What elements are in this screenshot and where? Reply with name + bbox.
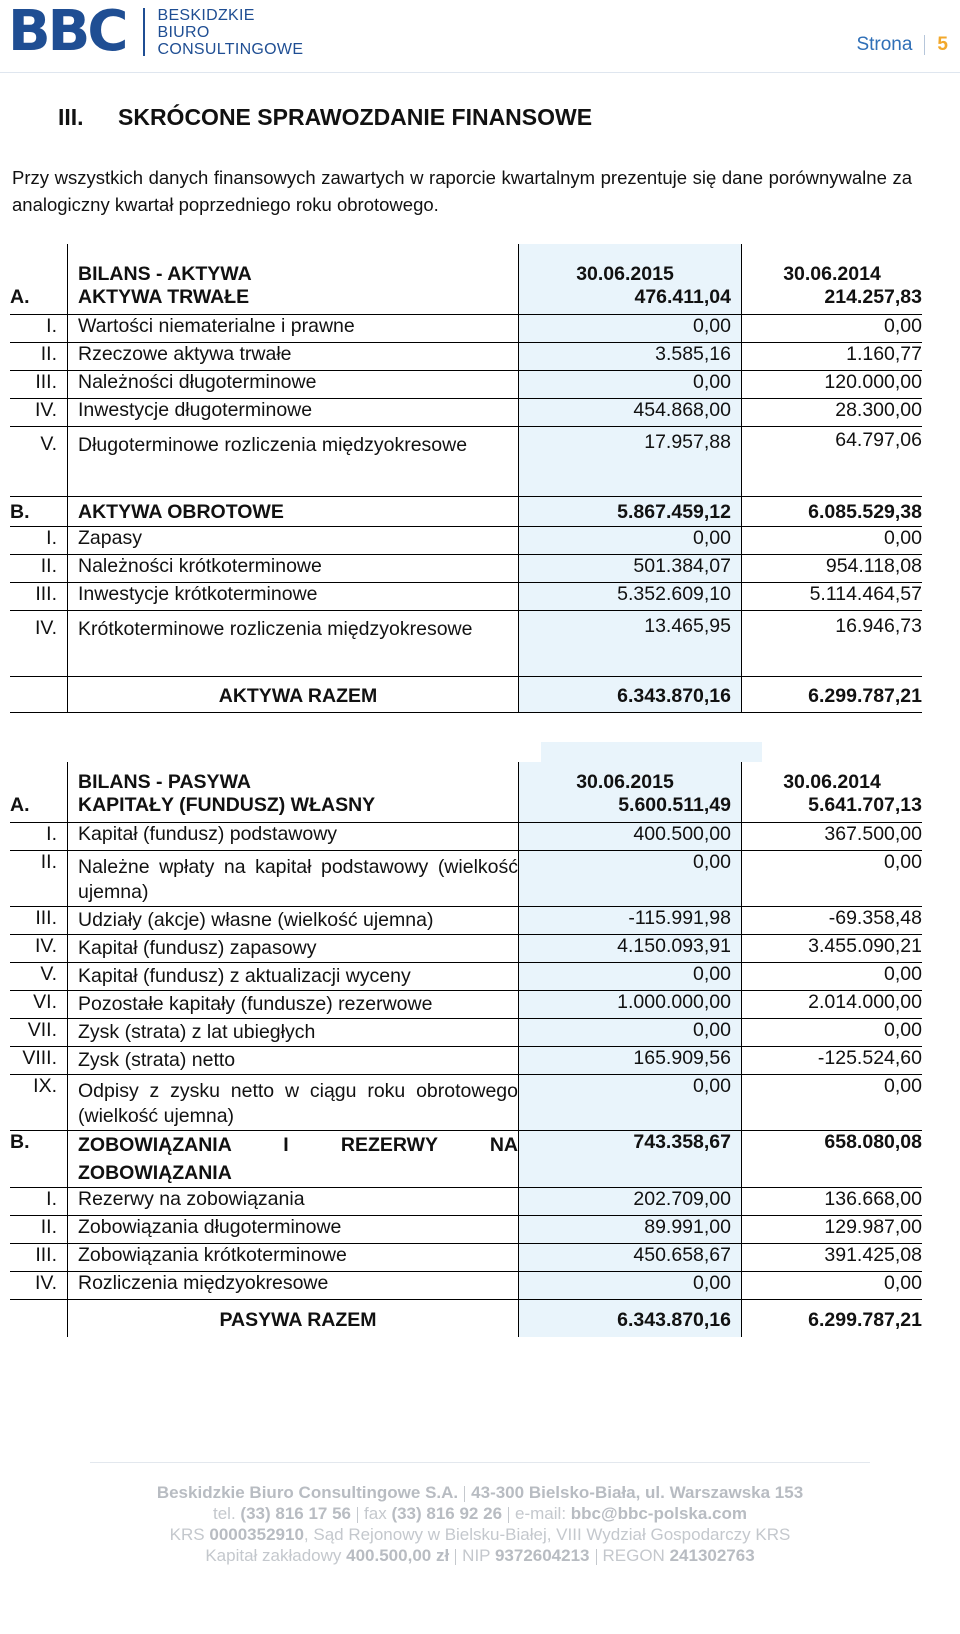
footer-company: Beskidzkie Biuro Consultingowe S.A. xyxy=(156,1483,459,1502)
table-row: I. Kapitał (fundusz) podstawowy 400.500,00 367.500,00 xyxy=(10,822,922,850)
footer-address: 43-300 Bielsko-Biała, ul. Warszawska 153 xyxy=(471,1483,804,1502)
table-row: II. Rzeczowe aktywa trwałe 3.585,16 1.160,77 xyxy=(10,342,922,370)
page-indicator xyxy=(856,34,948,56)
table-row: B. ZOBOWIĄZANIA I REZERWY NA ZOBOWIĄZANIA 743.358,67 658.080,08 xyxy=(10,1130,922,1187)
footer-court: , Sąd Rejonowy w Bielsku-Białej, VIII Wydział Gospodarczy KRS xyxy=(303,1525,791,1544)
table-row: II. Zobowiązania długoterminowe 89.991,00 129.987,00 xyxy=(10,1215,922,1243)
page-footer xyxy=(0,1482,960,1566)
table-row: I. Zapasy 0,00 0,00 xyxy=(10,526,922,554)
assets-total-v2: 6.299.787,21 xyxy=(742,676,923,712)
table-row: IX. Odpisy z zysku netto w ciągu roku obrotowego (wielkość ujemna) 0,00 0,00 xyxy=(10,1074,922,1130)
intro-paragraph: Przy wszystkich danych finansowych zawartych w raporcie kwartalnym prezentuje się dane porównywalne za analogiczny kwartał poprzedniego roku obrotowego. xyxy=(12,167,912,215)
table-spacer xyxy=(541,742,762,762)
assets-header-label: BILANS - AKTYWA xyxy=(68,244,519,286)
table-row: I. Rezerwy na zobowiązania 202.709,00 136.668,00 xyxy=(10,1187,922,1215)
page-header xyxy=(0,0,960,73)
table-row: B. AKTYWA OBROTOWE 5.867.459,12 6.085.529,38 xyxy=(10,496,922,526)
table-row: V. Kapitał (fundusz) z aktualizacji wyceny 0,00 0,00 xyxy=(10,962,922,990)
table-row: IV. Kapitał (fundusz) zapasowy 4.150.093,91 3.455.090,21 xyxy=(10,934,922,962)
page-label: Strona xyxy=(856,34,913,55)
logo-line-2: BIURO xyxy=(157,23,210,41)
table-row: III. Należności długoterminowe 0,00 120.000,00 xyxy=(10,370,922,398)
footer-line-registry: KRS 0000352910, Sąd Rejonowy w Bielsku-Białej, VIII Wydział Gospodarczy KRS xyxy=(169,1525,791,1544)
logo-line-3: CONSULTINGOWE xyxy=(157,40,304,58)
table-row: IV. Rozliczenia międzyokresowe 0,00 0,00 xyxy=(10,1271,922,1299)
table-row: VIII. Zysk (strata) netto 165.909,56 -125.524,60 xyxy=(10,1046,922,1074)
footer-email[interactable]: bbc@bbc-polska.com xyxy=(570,1504,747,1523)
table-row: A. KAPITAŁY (FUNDUSZ) WŁASNY 5.600.511,49 5.641.707,13 xyxy=(10,794,922,822)
table-row: I. Wartości niematerialne i prawne 0,00 0,00 xyxy=(10,314,922,342)
liabilities-total-v1: 6.343.870,16 xyxy=(519,1299,742,1337)
table-row: III. Inwestycje krótkoterminowe 5.352.609,10 5.114.464,57 xyxy=(10,582,922,610)
table-row: II. Należności krótkoterminowe 501.384,07 954.118,08 xyxy=(10,554,922,582)
section-title-text: SKRÓCONE SPRAWOZDANIE FINANSOWE xyxy=(118,104,593,130)
liabilities-header-col2: 30.06.2014 xyxy=(742,762,923,794)
table-row: II. Należne wpłaty na kapitał podstawowy (wielkość ujemna) 0,00 0,00 xyxy=(10,850,922,906)
footer-krs: 0000352910 xyxy=(209,1525,304,1544)
page-divider xyxy=(924,35,925,55)
footer-line-capital: Kapitał zakładowy 400.500,00 zł NIP 9372604213 REGON 241302763 xyxy=(205,1546,755,1565)
liabilities-total-row xyxy=(10,1299,922,1337)
table-row: A. AKTYWA TRWAŁE 476.411,04 214.257,83 xyxy=(10,286,922,314)
liabilities-total-v2: 6.299.787,21 xyxy=(742,1299,923,1337)
footer-divider xyxy=(90,1462,870,1463)
table-row: IV. Krótkoterminowe rozliczenia międzyokresowe 13.465,95 16.946,73 xyxy=(10,610,922,676)
footer-nip: 9372604213 xyxy=(494,1546,590,1565)
liabilities-header-row xyxy=(10,762,922,794)
assets-total-v1: 6.343.870,16 xyxy=(519,676,742,712)
assets-total-label: AKTYWA RAZEM xyxy=(68,676,519,712)
assets-header-row xyxy=(10,244,922,286)
page-number: 5 xyxy=(937,34,948,55)
liabilities-table xyxy=(10,762,922,1337)
table-row: IV. Inwestycje długoterminowe 454.868,00 28.300,00 xyxy=(10,398,922,426)
footer-capital: 400.500,00 zł xyxy=(346,1546,450,1565)
footer-fax: (33) 816 92 26 xyxy=(391,1504,503,1523)
section-title xyxy=(58,104,592,131)
table-row: III. Zobowiązania krótkoterminowe 450.658,67 391.425,08 xyxy=(10,1243,922,1271)
assets-header-col1: 30.06.2015 xyxy=(519,244,742,286)
footer-line-contact: tel. (33) 816 17 56 fax (33) 816 92 26 e-mail: bbc@bbc-polska.com xyxy=(213,1504,747,1523)
assets-total-row xyxy=(10,676,922,712)
table-row: VII. Zysk (strata) z lat ubiegłych 0,00 0,00 xyxy=(10,1018,922,1046)
logo-divider xyxy=(143,8,145,56)
logo-mark: BBC xyxy=(8,0,126,64)
liabilities-header-col1: 30.06.2015 xyxy=(519,762,742,794)
footer-line-company xyxy=(0,1482,960,1503)
assets-table xyxy=(10,244,922,713)
liabilities-header-label: BILANS - PASYWA xyxy=(68,762,519,794)
section-roman: III. xyxy=(58,104,84,130)
liabilities-total-label: PASYWA RAZEM xyxy=(68,1299,519,1337)
footer-tel: (33) 816 17 56 xyxy=(240,1504,352,1523)
table-row: VI. Pozostałe kapitały (fundusze) rezerwowe 1.000.000,00 2.014.000,00 xyxy=(10,990,922,1018)
logo-text xyxy=(157,7,303,58)
table-row: III. Udziały (akcje) własne (wielkość ujemna) -115.991,98 -69.358,48 xyxy=(10,906,922,934)
table-row: V. Długoterminowe rozliczenia międzyokresowe 17.957,88 64.797,06 xyxy=(10,426,922,496)
assets-header-col2: 30.06.2014 xyxy=(742,244,923,286)
logo-line-1: BESKIDZKIE xyxy=(157,6,255,24)
company-logo xyxy=(8,0,304,64)
footer-regon: 241302763 xyxy=(669,1546,755,1565)
